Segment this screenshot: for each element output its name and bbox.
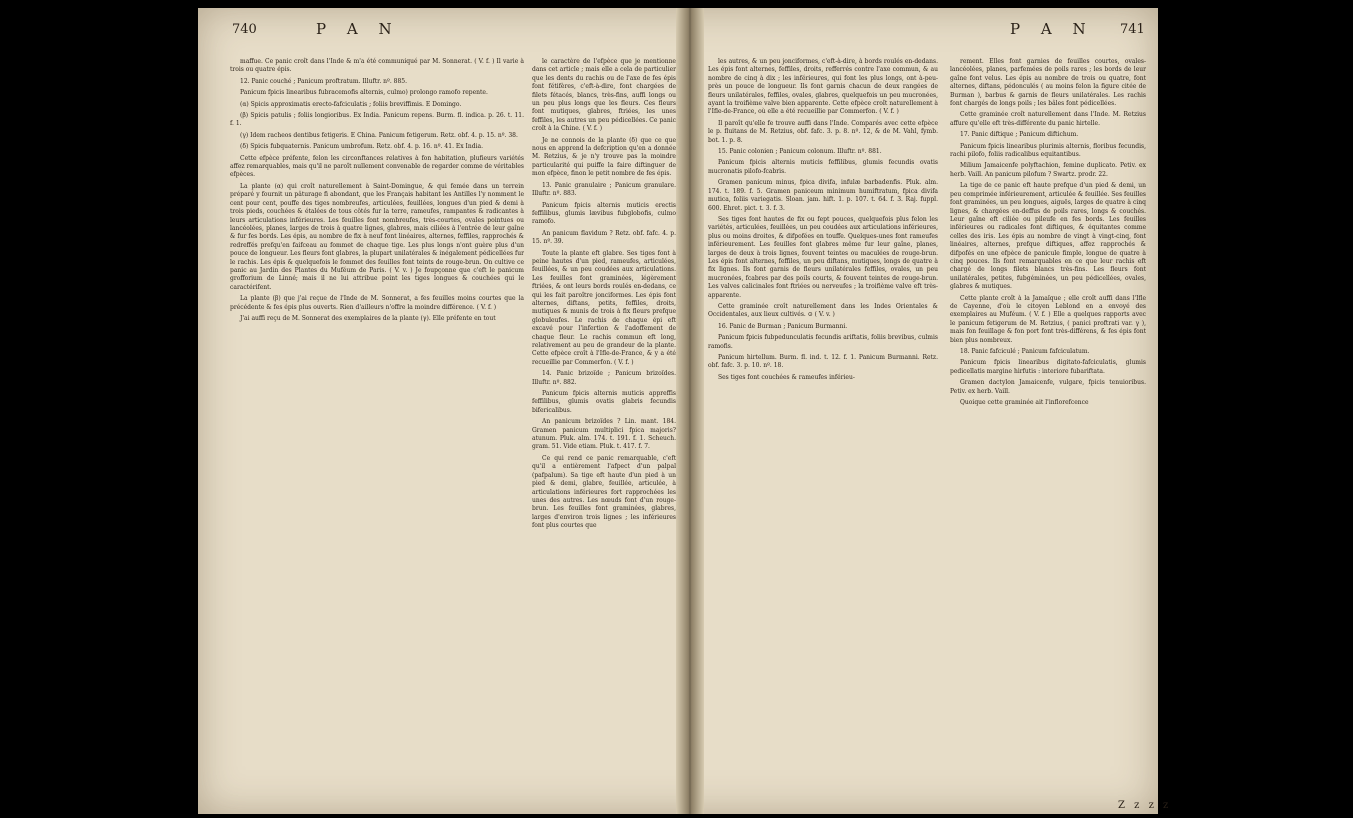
paragraph: (γ) Idem racheos dentibus fetigeris. E China. Panicum fetigerum. Retz. obf. 4. p. 15. nº. 38.: [240, 131, 518, 139]
left-page-header: P A N: [316, 20, 400, 38]
paragraph: Cette efpèce préfente, felon les circonftances relatives à fon habitation, plufieurs variétés affez remarquables, mais qu'il ne paroît nullement convenable de regarder comme de véritables efpèces.: [230, 154, 524, 179]
right-page-header: P A N: [1010, 20, 1094, 38]
paragraph: Panicum fpicis alternis muticis erectis feffilibus, glumis lævibus fubglobofis, culmo ramofo.: [532, 201, 676, 226]
paragraph: Panicum fpicis alternis muticis appreffis feffilibus, glumis ovatis glabris fecundis bifericalibus.: [532, 390, 676, 414]
left-page-number: 740: [232, 22, 257, 37]
paragraph: Toute la plante eft glabre. Ses tiges font à peine hautes d'un pied, rameufes, articulées, feuillées, & un peu coudées aux articulations. Les feuilles font graminées, légèrement ftriées, & ont leurs bords roulés en-dedans, ce qui les fait paroître jonciformes. Les épis font alternes, diftans, petits, feffiles, droits, mutiques & munis de trois à fix fleurs prefque globuleufes. Le rachis de chaque épi eft excavé pour l'infertion & l'adoffement de chaque fleur. Le rachis commun eft long, relativement au peu de grandeur de la plante. Cette efpèce croît à l'Ifle-de-France, & y a été recueillie par Commerfon. ( V. f. ): [532, 249, 676, 366]
left-page-column-1: [230, 58, 524, 326]
paragraph: Milium Jamaicenfe polyftachion, femine duplicato. Petiv. ex herb. Vaill. An panicum pilofum ? Swartz. prodr. 22.: [950, 162, 1146, 178]
paragraph: Il paroît qu'elle fe trouve auffi dans l'Inde. Comparés avec cette efpèce le p. fluitans de M. Retzius, obf. fafc. 3. p. 8. nº. 12, & de M. Vahl, fymb. bot. 1. p. 8.: [708, 119, 938, 144]
left-page-column-2: [532, 58, 676, 534]
paragraph: maffue. Ce panic croît dans l'Inde & m'a été communiqué par M. Sonnerat. ( V. f. ) Il varie à trois ou quatre épis.: [230, 58, 524, 74]
book-gutter: [676, 8, 704, 814]
paragraph: Gramen panicum minus, fpica divifa, infulæ barbadenfis. Pluk. alm. 174. t. 189. f. 5. Gramen paniceum minimum humiftratum, fpica divifa mutica, foliis variegatis. Sloan. jam. hift. 1. p. 107. t. 64. f. 3. Raj. fuppl. 600. Ehret. pict. t. 3. f. 3.: [708, 179, 938, 212]
paragraph: les autres, & un peu jonciformes, c'eft-à-dire, à bords roulés en-dedans. Les épis font alternes, feffiles, droits, refferrés contre l'axe commun, & au nombre de cinq à dix ; les inférieures, qui font les plus longs, ont à-peu-près un pouce de longueur. Ils font garnis chacun de deux rangées de fleurs unilatérales, feffiles, ovales, glabres, quelquefois un peu mucronées, ayant la troifième valve bien apparente. Cette efpèce croît naturellement à l'Ifle-de-France, où elle a été recueillie par Commerfon. ( V. f. ): [708, 58, 938, 116]
paragraph: 13. Panic granulaire ; Panicum granulare. Illuftr. nº. 883.: [532, 181, 676, 198]
paragraph: Je ne connois de la plante (δ) que ce que nous en apprend la defcription qu'en a donnée M. Retzius, & je n'y trouve pas la moindre particularité qui puiffe la faire diftinguer de mon efpèce, finon le petit nombre de fes épis.: [532, 136, 676, 178]
paragraph: le caractère de l'efpèce que je mentionne dans cet article ; mais elle a cela de particulier que les dents du rachis ou de l'axe de fes épis font fétifères, c'eft-à-dire, font chargées de filets fétacés, blancs, très-fins, auffi longs ou un peu plus longs que les fleurs. Ces fleurs font mutiques, glabres, ftriées, les unes feffiles, les autres un peu pédicellées. Ce panic croît à la Chine. ( V. f. ): [532, 58, 676, 133]
paragraph: Quoique cette graminée ait l'inflorefcence: [960, 399, 1089, 407]
paragraph: Panicum fpicis linearibus fubracemofis alternis, culmo) prolongo ramofo repente.: [240, 89, 488, 97]
paragraph: Ses tiges font hautes de fix ou fept pouces, quelquefois plus felon les variétés, articulées, feuillées, un peu coudées aux articulations inférieures, plus ou moins droites, & difpofées en touffe. Quelques-unes font rameufes inférieurement. Les feuilles font glabres même fur leur gaîne, planes, larges de deux à trois lignes, fouvent teintes ou maculées de rouge-brun. Les épis font alternes, feffiles, un peu diftans, mutiques, longs de quatre à fix lignes. Ils font garnis de fleurs unilatérales feffiles, ovales, un peu mucronées, fcabres par des poils courts, & fouvent teintes de rouge-brun. Les valves calicinales font ftriées ou nerveufes ; la troifième valve eft très-apparente.: [708, 215, 938, 299]
paragraph: Panicum fpicis linearibus digitato-fafciculatis, glumis pedicellatis margine hirfutis : interiore fubariftata.: [950, 359, 1146, 375]
paragraph: Ce qui rend ce panic remarquable, c'eft qu'il a entièrement l'afpect d'un palpal (pafpalum). Sa tige eft haute d'un pied à un pied & demi, glabre, feuillée, articulée, à articulations inférieures fort rapprochées les unes des autres. Les nœuds font d'un rouge-brun. Les feuilles font graminées, glabres, larges d'environ trois lignes ; les inférieures font plus courtes que: [532, 454, 676, 530]
paragraph: 18. Panic fafciculé ; Panicum fafciculatum.: [960, 348, 1090, 355]
right-page-column-1: [708, 58, 938, 385]
paragraph: An panicum brizoïdes ? Lin. mant. 184. Gramen panicum multiplici fpica majoris? atunum. Pluk. alm. 174. t. 191. f. 1. Scheuch. gram. 51. Vide etiam. Pluk. t. 417. f. 7.: [532, 418, 676, 451]
paragraph: Panicum fpicis alternis muticis feffilibus, glumis fecundis ovatis mucronatis pilofo-fcabris.: [708, 159, 938, 175]
signature-mark: Z z z z: [1118, 800, 1172, 811]
paragraph: (δ) Spicis fubquaternis. Panicum umbrofum. Retz. obf. 4. p. 16. nº. 41. Ex India.: [240, 143, 484, 151]
paragraph: 15. Panic colonien ; Panicum colonum. Illuftr. nº. 881.: [718, 148, 882, 156]
paragraph: La plante (β) que j'ai reçue de l'Inde de M. Sonnerat, a fes feuilles moins courtes que la précédente & fes épis plus ouverts. Rien d'ailleurs n'offre la moindre différence. ( V. f. ): [230, 295, 524, 311]
paragraph: rement. Elles font garnies de feuilles courtes, ovales-lancéolées, planes, parfemées de poils rares ; les bords de leur gaîne font velus. Les épis au nombre de trois ou quatre, font alternes, diftans, pédonculés ( au moins felon la figure citée de Burman ), barbus & garnis de fleurs unilatérales. Les rachis font chargés de longs poils ; les bâles font pédicellées.: [950, 58, 1146, 108]
paragraph: Panicum fpicis fubpedunculatis fecundis ariftatis, foliis brevibus, culmis ramofis.: [708, 334, 938, 350]
paragraph: J'ai auffi reçu de M. Sonnerat des exemplaires de la plante (γ). Elle préfente en tout: [240, 314, 496, 322]
paragraph: 14. Panic brizoïde ; Panicum brizoïdes. Illuftr. nº. 882.: [532, 370, 676, 386]
paragraph: Gramen dactylon Jamaicenfe, vulgare, fpicis tenuioribus. Petiv. ex herb. Vaill.: [950, 379, 1146, 395]
paragraph: 12. Panic couché ; Panicum proftratum. Illuftr. nº. 885.: [240, 77, 408, 85]
paragraph: Panicum fpicis linearibus plurimis alternis, floribus fecundis, rachi pilofo, foliis radicalibus equitantibus.: [950, 142, 1146, 159]
paragraph: La plante (α) qui croît naturellement à Saint-Domingue, & qui femée dans un terrein préparé y fournit un pâturage fi abondant, que les Français habitant les Antilles l'y nomment le cent pour cent, pouffe des tiges nombreufes, articulées, feuillées, longues d'un pied & demi à trois pieds, couchées & étalées de tous côtés fur la terre, rameufes, rampantes & radicantes à leurs articulations inférieures. Les feuilles font nombreufes, très-courtes, ovales pointues ou lancéolées, planes, larges de trois à quatre lignes, glabres, mais ciliées à l'entrée de leur gaîne & fur fes bords. Les épis, au nombre de fix à neuf font linéaires, alternes, feffiles, rapprochés & redreffés prefqu'en faifceau au fommet de chaque tige. Les plus longs n'ont guère plus d'un pouce de longueur. Les fleurs font glabres, la plupart unilatérales & inégalement pédicellées fur le rachis. Les épis & quelquefois le fommet des feuilles font teints de rouge-brun. On cultive ce panic au Jardin des Plantes du Muféum de Paris. ( V. v. ) Je foupçonne que c'eft le panicum grofforium de Linné; mais il ne lui attribue point les tiges longues & couchées qui le caractérifent.: [230, 182, 524, 291]
paragraph: Cette graminée croît naturellement dans les Indes Orientales & Occidentales, aux lieux cultivés. ⊙ ( V. v. ): [708, 302, 938, 319]
paragraph: 16. Panic de Burman ; Panicum Burmanni.: [718, 322, 848, 330]
paragraph: Ses tiges font couchées & rameufes inférieu-: [718, 373, 855, 381]
paragraph: (α) Spicis approximatis erecto-fafciculatis ; foliis breviffimis. E Domingo.: [240, 100, 462, 108]
paragraph: Cette graminée croît naturellement dans l'Inde. M. Retzius affure qu'elle eft très-différente du panic hirtelle.: [950, 111, 1146, 127]
right-page-column-2: [950, 58, 1146, 410]
paragraph: La tige de ce panic eft haute prefque d'un pied & demi, un peu comprimée inférieurement, articulée & feuillée. Ses feuilles font graminées, un peu longues, aiguës, larges de quatre à cinq lignes, & chargées en-deffus de poils rares, longs & couchés. Leur gaîne eft ciliée ou pileufe en fes bords. Les feuilles inférieures ou radicales font diftiques, & équitantes comme celles des iris. Les épis au nombre de vingt à vingt-cinq, font linéaires, alternes, prefque diftiques, affez rapprochés & difpofés en une efpèce de panicule fimple, longue de quatre à cinq pouces. Ils font remarquables en ce que leur rachis eft chargé de longs filets blancs très-fins. Les fleurs font unilatérales, petites, fubgéminées, un peu pédicellées, ovales, glabres & mutiques.: [950, 182, 1146, 291]
paragraph: Cette plante croît à la Jamaïque ; elle croît auffi dans l'Ifle de Cayenne, d'où le citoyen Leblond en a envoyé des exemplaires au Muféum. ( V. f. ) Elle a quelques rapports avec le panicum fetigerum de M. Retzius, ( panici proftrati var. γ ), mais fon feuillage & fon port font très-différens, & fes épis font bien plus nombreux.: [950, 294, 1146, 344]
paragraph: 17. Panic diftique ; Panicum diftichum.: [960, 131, 1079, 139]
right-page-number: 741: [1120, 22, 1145, 37]
paragraph: An panicum flavidum ? Retz. obf. fafc. 4. p. 15. nº. 39.: [532, 229, 676, 246]
paragraph: (β) Spicis patulis ; foliis longioribus. Ex India. Panicum repens. Burm. fl. indica. p. 26. t. 11. f. 1.: [230, 112, 524, 128]
paragraph: Panicum hirtellum. Burm. fl. ind. t. 12. f. 1. Panicum Burmanni. Retz. obf. fafc. 3. p. 10. nº. 18.: [708, 354, 938, 370]
